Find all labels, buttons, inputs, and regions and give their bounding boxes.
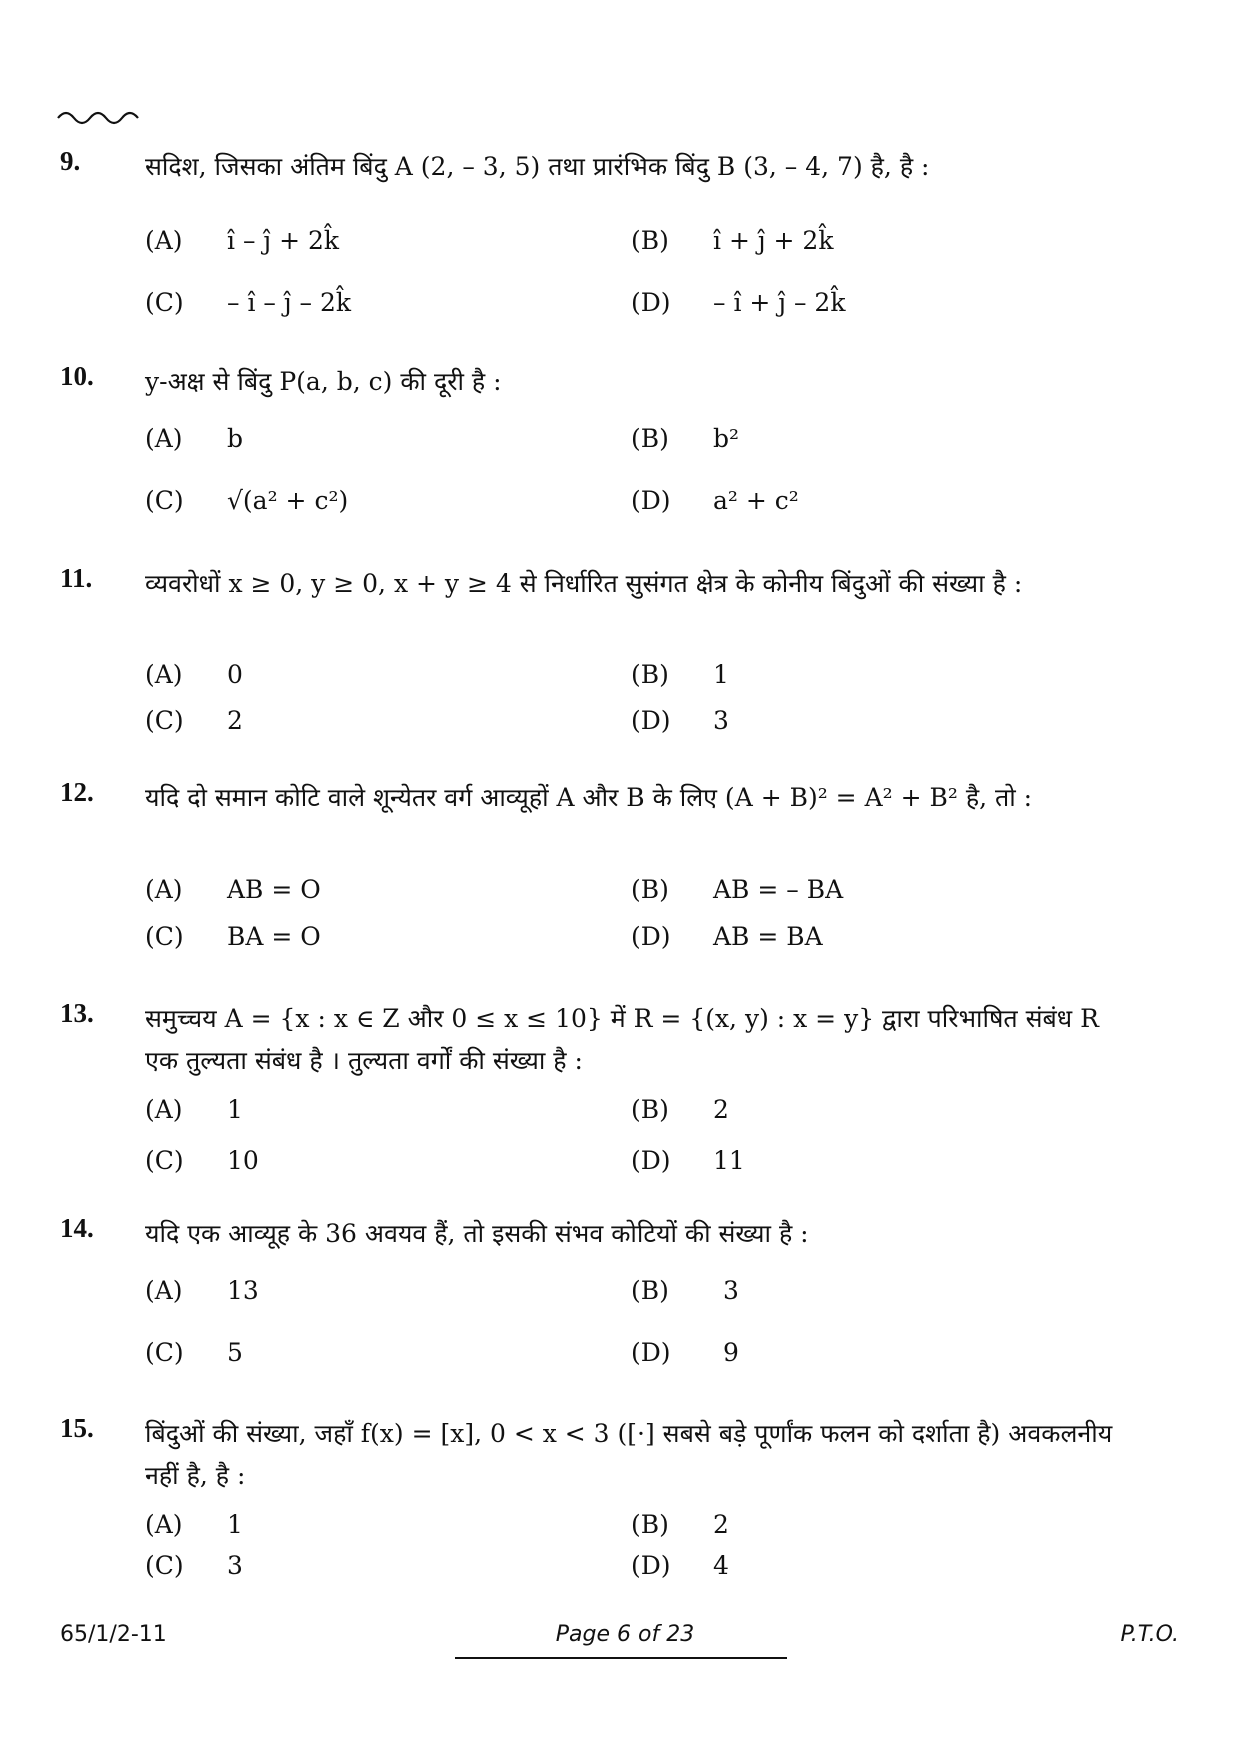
footer-divider (455, 1657, 787, 1659)
question-text: समुच्चय A = {x : x ∈ Z और 0 ≤ x ≤ 10} में R = {(x, y) : x = y} द्वारा परिभाषित संबंध R एक तुल्यता संबंध है । तुल्यता वर्गों की संख्या है : (145, 1004, 1099, 1075)
paper-code: 65/1/2-11 (60, 1622, 167, 1647)
option-label: (D) (631, 922, 671, 951)
option-label: (B) (631, 1276, 669, 1305)
option-label: (C) (145, 706, 184, 735)
option-value: î + ĵ + 2k̂ (713, 226, 834, 255)
option-value: 5 (227, 1338, 243, 1367)
question-number: 12. (60, 777, 94, 807)
option-value: 1 (227, 1095, 243, 1124)
option-label: (D) (631, 1551, 671, 1580)
option-value: b² (713, 424, 740, 453)
option-label: (A) (145, 424, 183, 453)
wave-decoration-icon (56, 106, 146, 126)
option-label: (A) (145, 660, 183, 689)
option-value: √(a² + c²) (227, 486, 349, 515)
option-value: î – ĵ + 2k̂ (227, 226, 340, 255)
option-label: (B) (631, 226, 669, 255)
option-label: (C) (145, 1338, 184, 1367)
option-label: (A) (145, 875, 183, 904)
question-number: 10. (60, 361, 94, 391)
option-value: 3 (723, 1276, 739, 1305)
option-value: – î + ĵ – 2k̂ (713, 288, 846, 317)
option-value: 9 (723, 1338, 739, 1367)
question-number: 11. (60, 563, 93, 593)
option-label: (C) (145, 922, 184, 951)
option-label: (A) (145, 226, 183, 255)
option-label: (B) (631, 1095, 669, 1124)
option-value: 0 (227, 660, 243, 689)
option-value: 2 (713, 1510, 729, 1539)
option-value: 3 (227, 1551, 243, 1580)
option-value: AB = BA (713, 922, 823, 951)
option-label: (D) (631, 288, 671, 317)
option-label: (B) (631, 1510, 669, 1539)
option-value: 2 (227, 706, 243, 735)
option-value: AB = O (227, 875, 321, 904)
option-label: (D) (631, 1146, 671, 1175)
option-label: (B) (631, 660, 669, 689)
option-label: (D) (631, 706, 671, 735)
option-value: 3 (713, 706, 729, 735)
question-text: व्यवरोधों x ≥ 0, y ≥ 0, x + y ≥ 4 से निर्धारित सुसंगत क्षेत्र के कोनीय बिंदुओं की संख्या है : (145, 569, 1023, 598)
option-value: 1 (227, 1510, 243, 1539)
option-label: (C) (145, 1146, 184, 1175)
option-label: (A) (145, 1095, 183, 1124)
option-value: 10 (227, 1146, 259, 1175)
question-number: 13. (60, 998, 94, 1028)
question-number: 9. (60, 146, 81, 176)
page-number: Page 6 of 23 (555, 1622, 695, 1647)
option-value: – î – ĵ – 2k̂ (227, 288, 352, 317)
option-label: (B) (631, 424, 669, 453)
option-label: (A) (145, 1510, 183, 1539)
question-text: बिंदुओं की संख्या, जहाँ f(x) = [x], 0 < x < 3 ([·] सबसे बड़े पूर्णांक फलन को दर्शाता है) अवकलनीय नहीं है, है : (145, 1419, 1113, 1490)
option-label: (D) (631, 1338, 671, 1367)
option-value: BA = O (227, 922, 321, 951)
option-value: 2 (713, 1095, 729, 1124)
option-label: (C) (145, 1551, 184, 1580)
question-text: यदि एक आव्यूह के 36 अवयव हैं, तो इसकी संभव कोटियों की संख्या है : (145, 1219, 809, 1248)
option-label: (C) (145, 288, 184, 317)
option-label: (C) (145, 486, 184, 515)
option-value: 11 (713, 1146, 745, 1175)
option-value: 4 (713, 1551, 729, 1580)
option-label: (D) (631, 486, 671, 515)
option-value: a² + c² (713, 486, 799, 515)
option-value: 1 (713, 660, 729, 689)
option-value: AB = – BA (713, 875, 844, 904)
question-text: y-अक्ष से बिंदु P(a, b, c) की दूरी है : (145, 367, 502, 396)
option-label: (A) (145, 1276, 183, 1305)
question-text: यदि दो समान कोटि वाले शून्येतर वर्ग आव्यूहों A और B के लिए (A + B)² = A² + B² है, तो : (145, 783, 1033, 812)
question-number: 14. (60, 1213, 94, 1243)
option-value: 13 (227, 1276, 259, 1305)
option-label: (B) (631, 875, 669, 904)
question-text: सदिश, जिसका अंतिम बिंदु A (2, – 3, 5) तथा प्रारंभिक बिंदु B (3, – 4, 7) है, है : (145, 152, 930, 181)
question-number: 15. (60, 1413, 94, 1443)
pto-label: P.T.O. (1120, 1622, 1179, 1647)
option-value: b (227, 424, 244, 453)
